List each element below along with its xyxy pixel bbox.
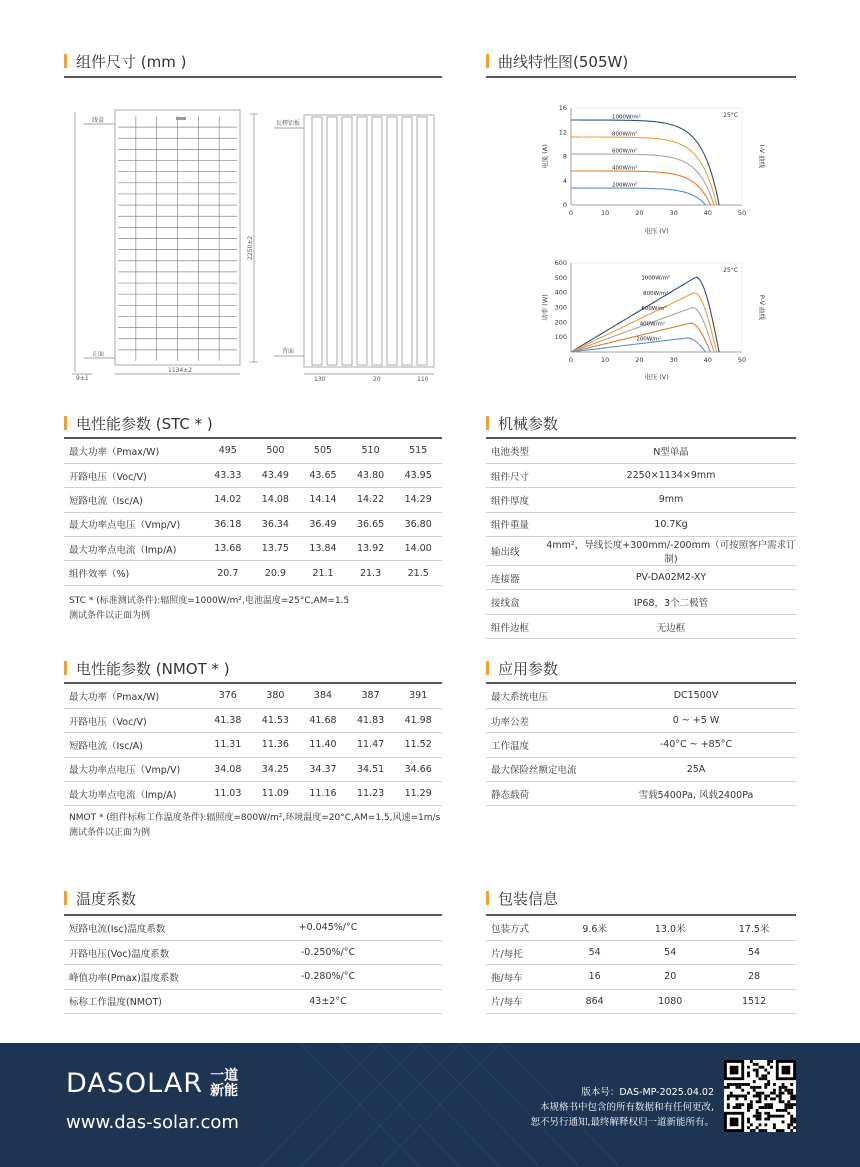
table-row bbox=[486, 512, 796, 536]
pack-table bbox=[486, 916, 796, 1014]
nmot-note-line2: 测试条件以正面为例 bbox=[69, 828, 151, 838]
row-value: 34.25 bbox=[252, 757, 300, 781]
stc-note bbox=[69, 594, 349, 624]
series-label: 600W/m² bbox=[641, 306, 667, 312]
row-label: 最大功率点电流（Imp/A) bbox=[64, 537, 204, 561]
row-value: -0.250%/°C bbox=[214, 940, 442, 964]
row-label: 最大功率（Pmax/W) bbox=[64, 684, 204, 708]
row-value: 380 bbox=[252, 684, 300, 708]
row-value: 36.34 bbox=[252, 512, 300, 536]
x-axis-label: 电压 (V) bbox=[644, 373, 669, 381]
row-label: 接线盒 bbox=[486, 590, 546, 614]
stc-note-line1: STC * (标准测试条件):辐照度=1000W/m²,电池温度=25°C,AM=1.5 bbox=[69, 596, 350, 606]
series-label: 200W/m² bbox=[612, 182, 638, 189]
iv-curve-chart bbox=[530, 100, 780, 240]
row-value: 41.38 bbox=[204, 708, 252, 732]
section-title-app: 应用参数 bbox=[486, 658, 558, 678]
row-value: 13.68 bbox=[204, 537, 252, 561]
row-value: 16 bbox=[561, 965, 628, 989]
row-label: 片/每托 bbox=[486, 940, 561, 964]
footer-disclaimer-2: 恕不另行通知,最终解释权归一道新能所有。 bbox=[530, 1117, 714, 1128]
row-value: N型单晶 bbox=[546, 439, 796, 463]
row-value: 雪载5400Pa, 风载2400Pa bbox=[596, 782, 796, 806]
label-left-dim: 9±1 bbox=[76, 375, 89, 382]
table-row bbox=[64, 733, 442, 757]
row-value: 14.29 bbox=[394, 488, 442, 512]
row-value: 43.80 bbox=[347, 463, 395, 487]
row-label: 开路电压(Voc)温度系数 bbox=[64, 940, 214, 964]
row-value: 21.3 bbox=[347, 561, 395, 585]
row-value: 14.14 bbox=[299, 488, 347, 512]
table-row bbox=[486, 684, 796, 708]
y-tick-label: 16 bbox=[558, 104, 567, 112]
y-tick-label: 500 bbox=[554, 273, 567, 282]
row-value: 11.16 bbox=[299, 782, 347, 806]
table-row bbox=[486, 566, 796, 590]
label-back-dim-right: 110 bbox=[417, 376, 429, 383]
row-label: 组件重量 bbox=[486, 512, 546, 536]
row-label: 工作温度 bbox=[486, 733, 596, 757]
qr-code-icon[interactable] bbox=[724, 1060, 796, 1132]
row-value: 36.18 bbox=[204, 512, 252, 536]
row-value: 41.68 bbox=[299, 708, 347, 732]
row-value: 21.5 bbox=[394, 561, 442, 585]
series-label: 1000W/m² bbox=[612, 114, 641, 121]
stc-table bbox=[64, 439, 442, 586]
row-value: 20.7 bbox=[204, 561, 252, 585]
y-tick-label: 8 bbox=[562, 152, 567, 161]
y-axis-label: 功率 (W) bbox=[541, 294, 549, 321]
table-row bbox=[486, 708, 796, 732]
section-title-stc: 电性能参数 (STC * ) bbox=[64, 413, 213, 433]
row-value: 11.47 bbox=[347, 733, 395, 757]
mech-table bbox=[486, 439, 796, 639]
series-label: 800W/m² bbox=[643, 291, 669, 298]
series-label: 800W/m² bbox=[612, 131, 638, 138]
row-value: 43.65 bbox=[299, 463, 347, 487]
nmot-table bbox=[64, 684, 442, 806]
row-value: 4mm²，导线长度+300mm/-200mm（可按照客户需求订制) bbox=[546, 537, 796, 566]
series-label: 400W/m² bbox=[612, 165, 638, 172]
series-line bbox=[571, 154, 714, 205]
footer-logo bbox=[66, 1068, 238, 1099]
table-row bbox=[486, 782, 796, 806]
row-label: 短路电流（Isc/A) bbox=[64, 733, 204, 757]
row-value: PV-DA02M2-XY bbox=[546, 566, 796, 590]
row-value: 9mm bbox=[546, 488, 796, 512]
table-row bbox=[64, 916, 442, 940]
table-row bbox=[64, 965, 442, 989]
temperature-label: 25°C bbox=[723, 112, 738, 119]
footer-disclaimer-1: 本规格书中包含的所有数据和有任何更改, bbox=[539, 1102, 714, 1113]
row-value: 20.9 bbox=[252, 561, 300, 585]
series-label: 400W/m² bbox=[639, 321, 666, 328]
table-row bbox=[64, 708, 442, 732]
label-back-top: 瓦楞铝板 bbox=[276, 120, 301, 127]
row-value: 36.80 bbox=[394, 512, 442, 536]
section-title-nmot: 电性能参数 (NMOT * ) bbox=[64, 658, 230, 678]
row-label: 包装方式 bbox=[486, 916, 561, 940]
table-row bbox=[486, 537, 796, 566]
stc-note-line2: 测试条件以正面为例 bbox=[69, 611, 151, 621]
row-value: DC1500V bbox=[596, 684, 796, 708]
row-value: 391 bbox=[394, 684, 442, 708]
row-label: 短路电流(Isc)温度系数 bbox=[64, 916, 214, 940]
x-tick-label: 10 bbox=[601, 356, 610, 364]
table-row bbox=[64, 439, 442, 463]
logo-cn-bottom: 新能 bbox=[210, 1082, 239, 1099]
row-label: 输出线 bbox=[486, 537, 546, 566]
y-tick-label: 300 bbox=[554, 303, 567, 312]
nmot-note bbox=[69, 811, 440, 841]
table-row bbox=[486, 614, 796, 638]
table-row bbox=[64, 757, 442, 781]
table-row bbox=[64, 488, 442, 512]
y-tick-label: 12 bbox=[558, 128, 567, 137]
table-row bbox=[64, 512, 442, 536]
row-label: 片/每车 bbox=[486, 989, 561, 1013]
row-value: 43.95 bbox=[394, 463, 442, 487]
row-value: 54 bbox=[628, 940, 712, 964]
x-tick-label: 20 bbox=[635, 209, 644, 217]
row-label: 开路电压（Voc/V) bbox=[64, 708, 204, 732]
row-value: 34.51 bbox=[347, 757, 395, 781]
row-label: 组件边框 bbox=[486, 614, 546, 638]
row-label: 最大功率点电压（Vmp/V) bbox=[64, 512, 204, 536]
row-value: 21.1 bbox=[299, 561, 347, 585]
series-line bbox=[571, 308, 714, 353]
row-value: 11.09 bbox=[252, 782, 300, 806]
row-value: 43±2°C bbox=[214, 989, 442, 1013]
table-row bbox=[64, 463, 442, 487]
table-row bbox=[486, 463, 796, 487]
row-value: 43.49 bbox=[252, 463, 300, 487]
row-value: 17.5米 bbox=[712, 916, 796, 940]
row-value: 43.33 bbox=[204, 463, 252, 487]
row-label: 最大系统电压 bbox=[486, 684, 596, 708]
row-value: -0.280%/°C bbox=[214, 965, 442, 989]
label-height: 2250±2 bbox=[247, 235, 254, 260]
y-tick-label: 200 bbox=[554, 318, 567, 327]
x-tick-label: 10 bbox=[601, 209, 610, 217]
row-value: 14.00 bbox=[394, 537, 442, 561]
y-tick-label: 0 bbox=[562, 201, 567, 209]
series-line bbox=[571, 188, 706, 205]
row-value: 500 bbox=[252, 439, 300, 463]
row-label: 静态载荷 bbox=[486, 782, 596, 806]
x-tick-label: 40 bbox=[703, 209, 712, 217]
label-junction-box: 线盒 bbox=[92, 117, 105, 124]
row-value: 41.98 bbox=[394, 708, 442, 732]
curve-type-label: P-V 曲线 bbox=[758, 294, 766, 321]
row-label: 组件尺寸 bbox=[486, 463, 546, 487]
row-value: 无边框 bbox=[546, 614, 796, 638]
row-value: 515 bbox=[394, 439, 442, 463]
row-value: 11.23 bbox=[347, 782, 395, 806]
row-label: 标称工作温度(NMOT) bbox=[64, 989, 214, 1013]
table-row bbox=[64, 537, 442, 561]
row-label: 最大功率点电压（Vmp/V) bbox=[64, 757, 204, 781]
x-tick-label: 50 bbox=[737, 209, 747, 217]
row-value: 384 bbox=[299, 684, 347, 708]
x-tick-label: 0 bbox=[568, 209, 574, 217]
row-value: 11.52 bbox=[394, 733, 442, 757]
table-row bbox=[486, 488, 796, 512]
section-title-mech: 机械参数 bbox=[486, 413, 558, 433]
row-value: -40°C ~ +85°C bbox=[596, 733, 796, 757]
logo-text: DASOLAR bbox=[66, 1068, 204, 1099]
table-row bbox=[486, 590, 796, 614]
x-tick-label: 20 bbox=[635, 356, 644, 364]
row-label: 最大功率点电流（Imp/A) bbox=[64, 782, 204, 806]
table-row bbox=[64, 782, 442, 806]
x-tick-label: 50 bbox=[737, 356, 747, 364]
row-label: 最大功率（Pmax/W) bbox=[64, 439, 204, 463]
row-value: 41.83 bbox=[347, 708, 395, 732]
series-label: 600W/m² bbox=[612, 148, 638, 155]
row-value: 11.40 bbox=[299, 733, 347, 757]
table-row bbox=[64, 561, 442, 585]
row-value: 28 bbox=[712, 965, 796, 989]
table-row bbox=[486, 989, 796, 1013]
table-row bbox=[486, 965, 796, 989]
row-label: 拖/每车 bbox=[486, 965, 561, 989]
row-label: 组件效率（%) bbox=[64, 561, 204, 585]
row-value: +0.045%/°C bbox=[214, 916, 442, 940]
footer-version: 版本号：DAS-MP-2025.04.02 bbox=[581, 1087, 714, 1098]
row-label: 开路电压（Voc/V) bbox=[64, 463, 204, 487]
row-value: 34.37 bbox=[299, 757, 347, 781]
y-axis-label: 电流 (A) bbox=[541, 144, 549, 169]
row-value: 1512 bbox=[712, 989, 796, 1013]
row-value: 13.0米 bbox=[628, 916, 712, 940]
row-value: 495 bbox=[204, 439, 252, 463]
table-row bbox=[486, 916, 796, 940]
row-label: 连接器 bbox=[486, 566, 546, 590]
row-value: 41.53 bbox=[252, 708, 300, 732]
label-back-dim-left: 130 bbox=[314, 376, 326, 383]
row-value: 54 bbox=[561, 940, 628, 964]
x-axis-label: 电压 (V) bbox=[644, 227, 669, 235]
app-table bbox=[486, 684, 796, 806]
row-label: 组件厚度 bbox=[486, 488, 546, 512]
y-tick-label: 100 bbox=[554, 333, 567, 342]
section-title-curves: 曲线特性图(505W) bbox=[486, 51, 628, 71]
x-tick-label: 0 bbox=[568, 356, 574, 364]
section-title-temp: 温度系数 bbox=[64, 888, 136, 908]
label-back-bottom: 背面 bbox=[282, 348, 295, 355]
row-value: 11.31 bbox=[204, 733, 252, 757]
row-value: 11.03 bbox=[204, 782, 252, 806]
row-label: 功率公差 bbox=[486, 708, 596, 732]
pv-curve-chart bbox=[530, 255, 780, 390]
footer bbox=[0, 1043, 860, 1167]
x-tick-label: 40 bbox=[703, 356, 712, 364]
row-label: 电池类型 bbox=[486, 439, 546, 463]
logo-cn-top: 一道 bbox=[210, 1067, 239, 1084]
table-row bbox=[64, 684, 442, 708]
row-value: 54 bbox=[712, 940, 796, 964]
table-row bbox=[486, 940, 796, 964]
row-label: 峰值功率(Pmax)温度系数 bbox=[64, 965, 214, 989]
row-value: 13.92 bbox=[347, 537, 395, 561]
module-dimension-drawing bbox=[64, 100, 444, 390]
row-value: 14.08 bbox=[252, 488, 300, 512]
series-label: 200W/m² bbox=[636, 336, 662, 343]
series-line bbox=[571, 120, 719, 205]
y-tick-label: 4 bbox=[562, 176, 567, 185]
table-row bbox=[486, 757, 796, 781]
label-front: 正面 bbox=[92, 351, 105, 358]
row-value: 9.6米 bbox=[561, 916, 628, 940]
row-value: 376 bbox=[204, 684, 252, 708]
row-value: 11.29 bbox=[394, 782, 442, 806]
row-value: 20 bbox=[628, 965, 712, 989]
section-title-dimensions: 组件尺寸 (mm ) bbox=[64, 51, 186, 71]
row-value: IP68，3个二极管 bbox=[546, 590, 796, 614]
footer-website[interactable]: www.das-solar.com bbox=[66, 1112, 239, 1133]
row-value: 0 ~ +5 W bbox=[596, 708, 796, 732]
row-value: 10.7Kg bbox=[546, 512, 796, 536]
label-width: 1134±2 bbox=[168, 367, 193, 374]
section-title-pack: 包装信息 bbox=[486, 888, 558, 908]
nmot-note-line1: NMOT * (组件标称工作温度条件):辐照度=800W/m²,环境温度=20°C,AM=1.5,风速=1m/s bbox=[69, 813, 441, 823]
row-value: 36.65 bbox=[347, 512, 395, 536]
row-value: 34.08 bbox=[204, 757, 252, 781]
x-tick-label: 30 bbox=[669, 209, 678, 217]
row-value: 34.66 bbox=[394, 757, 442, 781]
row-value: 13.84 bbox=[299, 537, 347, 561]
table-row bbox=[486, 733, 796, 757]
row-value: 2250×1134×9mm bbox=[546, 463, 796, 487]
temp-table bbox=[64, 916, 442, 1014]
label-back-dim-mid: 20 bbox=[373, 376, 381, 383]
curve-type-label: I-V 曲线 bbox=[758, 144, 766, 169]
row-label: 最大保险丝额定电流 bbox=[486, 757, 596, 781]
row-value: 510 bbox=[347, 439, 395, 463]
x-tick-label: 30 bbox=[669, 356, 678, 364]
y-tick-label: 400 bbox=[554, 288, 567, 297]
temperature-label: 25°C bbox=[723, 267, 738, 274]
table-row bbox=[486, 439, 796, 463]
row-value: 25A bbox=[596, 757, 796, 781]
y-tick-label: 600 bbox=[554, 259, 567, 267]
row-label: 短路电流（Isc/A) bbox=[64, 488, 204, 512]
row-value: 14.02 bbox=[204, 488, 252, 512]
series-label: 1000W/m² bbox=[641, 275, 671, 282]
row-value: 387 bbox=[347, 684, 395, 708]
row-value: 505 bbox=[299, 439, 347, 463]
row-value: 14.22 bbox=[347, 488, 395, 512]
row-value: 36.49 bbox=[299, 512, 347, 536]
row-value: 1080 bbox=[628, 989, 712, 1013]
table-row bbox=[64, 989, 442, 1013]
table-row bbox=[64, 940, 442, 964]
row-value: 864 bbox=[561, 989, 628, 1013]
row-value: 13.75 bbox=[252, 537, 300, 561]
row-value: 11.36 bbox=[252, 733, 300, 757]
